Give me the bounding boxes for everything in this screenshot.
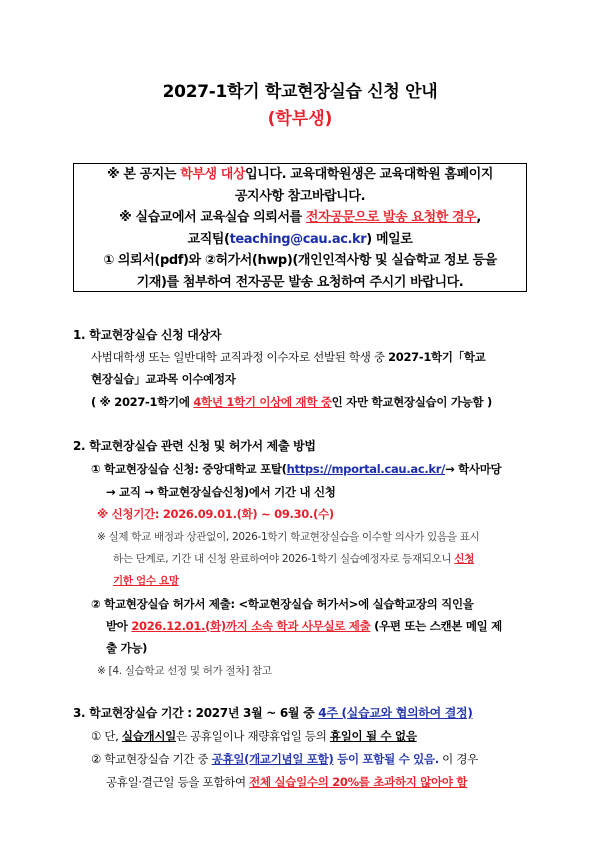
section-3-line-3 xyxy=(106,774,467,790)
section-2-apply-period xyxy=(97,506,334,522)
notice-text: , xyxy=(476,210,481,225)
text: ② 학교현장실습 기간 중 xyxy=(91,752,212,766)
section-2-heading: 2. 학교현장실습 관련 신청 및 허가서 제출 방법 xyxy=(73,439,316,453)
section-1-line-2: 현장실습」교과목 이수예정자 xyxy=(91,372,236,386)
notice-line-3 xyxy=(74,207,526,229)
period-dates: 2026.09.01.(화) ~ 09.30.(수) xyxy=(162,507,334,521)
section-3-line-2 xyxy=(91,751,478,767)
section-1-line-1 xyxy=(91,349,486,365)
section-2-permit-line-3: 출 가능) xyxy=(106,641,148,655)
portal-link[interactable]: https://mportal.cau.ac.kr/ xyxy=(286,462,446,476)
section-3-heading xyxy=(73,704,473,721)
text: 인 자만 학교현장실습이 가능함 ) xyxy=(331,395,492,409)
period-label: ※ 신청기간: xyxy=(97,507,163,521)
notice-line-4 xyxy=(74,229,526,251)
text: ① 단, xyxy=(91,729,122,743)
absence-limit: 전체 실습일수의 20%를 초과하지 않아야 함 xyxy=(249,775,468,789)
notice-text: ) 메일로 xyxy=(366,231,413,247)
section-2-note-line-2 xyxy=(113,551,474,566)
notice-line-6: 기재)를 첨부하여 전자공문 발송 요청하여 주시기 바랍니다. xyxy=(136,274,464,290)
section-2-apply-line-2: → 교직 → 학교현장실습신청)에서 기간 내 신청 xyxy=(106,485,336,499)
eligibility-highlight: 4학년 1학기 이상에 재학 중 xyxy=(193,395,332,409)
text: 하는 단계로, 기간 내 신청 완료하여야 2026-1학기 실습예정자로 등재되오니 xyxy=(113,553,455,565)
text: 등이 포함될 수 있음. xyxy=(333,752,439,766)
notice-text: ※ 본 공지는 xyxy=(106,167,181,182)
section-2-note-line-3 xyxy=(113,573,179,588)
email-link[interactable]: teaching@cau.ac.kr xyxy=(229,231,367,247)
notice-highlight-undergrad: 학부생 대상 xyxy=(180,167,246,182)
course-name: 2027-1학기「학교 xyxy=(388,350,486,364)
section-3-line-1 xyxy=(91,728,417,744)
page-title: 2027-1학기 학교현장실습 신청 안내 xyxy=(162,82,438,102)
notice-line-5: ① 의뢰서(pdf)와 ②허가서(hwp)(개인인적사항 및 실습학교 정보 등을 xyxy=(103,253,497,268)
text: → 학사마당 xyxy=(445,462,502,476)
notice-text: 교직팀( xyxy=(187,231,230,247)
deadline-highlight: 기한 엄수 요망 xyxy=(113,575,179,587)
text: 3. 학교현장실습 기간 : 2027년 3월 ~ 6월 중 xyxy=(73,706,319,720)
notice-line-1 xyxy=(74,164,526,186)
text: ( ※ 2027-1학기에 xyxy=(91,395,194,409)
notice-box xyxy=(73,163,527,292)
start-day: 실습개시일 xyxy=(121,729,176,743)
text: ① 학교현장실습 신청: 중앙대학교 포탈( xyxy=(91,462,287,476)
section-2-permit-line-1: ② 학교현장실습 허가서 제출: <학교현장실습 허가서>에 실습학교장의 직인을 xyxy=(91,597,474,611)
section-2-note-line-1: ※ 실제 학교 배정과 상관없이, 2026-1학기 학교현장실습을 이수할 의사가 있음을 표시 xyxy=(97,531,480,543)
notice-line-2: 공지사항 참고바랍니다. xyxy=(234,188,366,204)
text: 사범대학생 또는 일반대학 교직과정 이수자로 선발된 학생 중 xyxy=(91,350,389,364)
text: 이 경우 xyxy=(438,752,478,766)
text: (우편 또는 스캔본 메일 제 xyxy=(370,619,502,633)
text: 은 공휴일이나 재량휴업일 등의 xyxy=(175,729,330,743)
section-1-line-3 xyxy=(91,394,492,410)
page-subtitle: (학부생) xyxy=(267,109,333,129)
section-2-reference: ※ [4. 실습학교 선정 및 허가 절차] 참고 xyxy=(97,665,272,677)
text: 받아 xyxy=(106,619,132,633)
period-highlight: 4주 (실습교와 협의하여 결정) xyxy=(318,706,473,720)
notice-text: ※ 실습교에서 교육실습 의뢰서를 xyxy=(119,210,306,225)
section-2-permit-line-2 xyxy=(106,618,502,634)
section-2-apply-line-1 xyxy=(91,461,501,477)
notice-text: 입니다. 교육대학원생은 교육대학원 홈페이지 xyxy=(245,167,494,182)
text: 공휴일·결근일 등을 포함하여 xyxy=(106,775,250,789)
permit-deadline: 2026.12.01.(화)까지 소속 학과 사무실로 제출 xyxy=(131,619,371,633)
deadline-highlight: 신청 xyxy=(454,553,475,565)
notice-highlight-official-doc: 전자공문으로 발송 요청한 경우 xyxy=(305,210,477,225)
section-1-heading: 1. 학교현장실습 신청 대상자 xyxy=(73,328,222,342)
holiday-highlight: 공휴일(개교기념일 포함) xyxy=(211,752,334,766)
holiday-rule: 휴일이 될 수 없음 xyxy=(329,729,417,743)
